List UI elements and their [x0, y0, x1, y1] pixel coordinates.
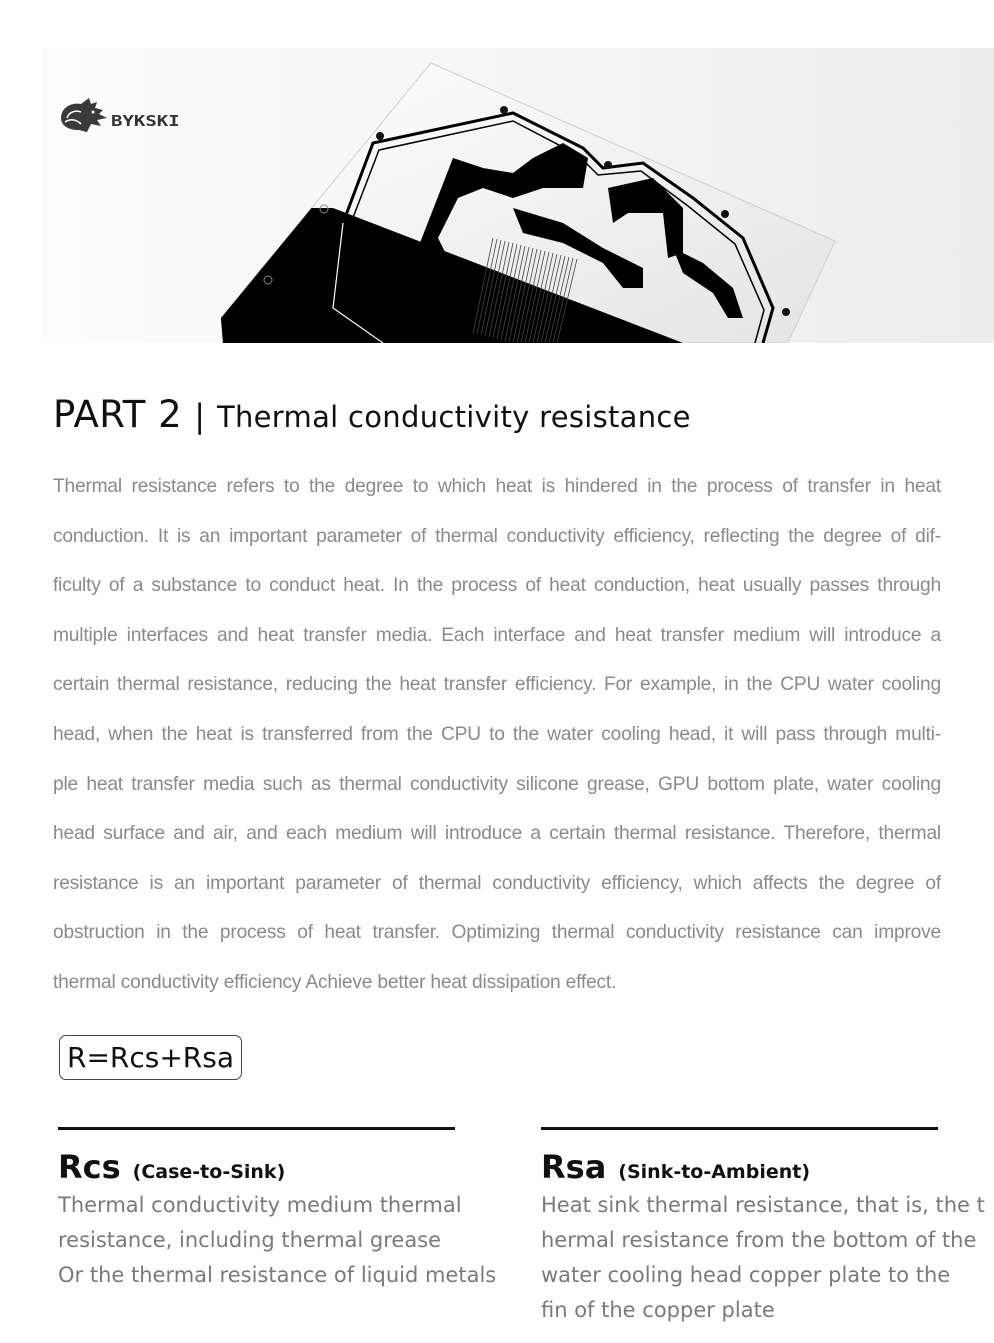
- column-divider: [58, 1127, 455, 1130]
- description-line: Thermal conductivity medium thermal: [58, 1193, 462, 1217]
- rcs-subtitle: (Case-to-Sink): [132, 1161, 286, 1183]
- rcs-description: [58, 1188, 497, 1293]
- title-separator: |: [194, 397, 205, 435]
- water-block-plate-image: [43, 48, 994, 343]
- paragraph-line: thermal conductivity efficiency Achieve better heat dissipation effect.: [53, 971, 617, 993]
- description-line: water cooling head copper plate to the: [541, 1263, 951, 1287]
- section-heading: Thermal conductivity resistance: [216, 400, 691, 434]
- column-heading: [58, 1148, 455, 1186]
- description-line: Heat sink thermal resistance, that is, the t: [541, 1193, 985, 1217]
- rsa-description: [541, 1188, 985, 1328]
- paragraph-line: Thermal resistance refers to the degree to which heat is hindered in the process of transfer in heat: [53, 476, 941, 497]
- body-paragraph: [53, 462, 941, 1008]
- hero-banner: [43, 48, 994, 343]
- paragraph-line: obstruction in the process of heat transfer. Optimizing thermal conductivity resistance can improve: [53, 922, 941, 944]
- brand-wordmark: BYKSKI: [111, 112, 180, 130]
- rcs-symbol: Rcs: [58, 1148, 121, 1186]
- paragraph-line: conduction. It is an important parameter of thermal conductivity efficiency, reflecting the degree of dif-: [53, 525, 941, 547]
- dragon-head-icon: [57, 96, 109, 136]
- paragraph-line: ple heat transfer media such as thermal conductivity silicone grease, GPU bottom plate, water cooling: [53, 773, 941, 795]
- section-title: [53, 393, 691, 436]
- rsa-symbol: Rsa: [541, 1148, 607, 1186]
- description-line: resistance, including thermal grease: [58, 1228, 442, 1252]
- paragraph-line: ficulty of a substance to conduct heat. In the process of heat conduction, heat usually passes through: [53, 575, 941, 597]
- paragraph-line: head surface and air, and each medium will introduce a certain thermal resistance. Therefore, thermal: [53, 823, 941, 845]
- paragraph-line: multiple interfaces and heat transfer media. Each interface and heat transfer medium will introduce a: [53, 624, 941, 646]
- brand-logo: [57, 96, 180, 136]
- description-line: fin of the copper plate: [541, 1298, 775, 1322]
- rsa-column: [541, 1127, 985, 1328]
- paragraph-line: resistance is an important parameter of thermal conductivity efficiency, which affects the degree of: [53, 872, 941, 894]
- description-line: hermal resistance from the bottom of the: [541, 1228, 977, 1252]
- rsa-subtitle: (Sink-to-Ambient): [618, 1161, 811, 1183]
- column-heading: [541, 1148, 938, 1186]
- paragraph-line: head, when the heat is transferred from the CPU to the water cooling head, it will pass through multi-: [53, 723, 941, 745]
- rcs-column: [58, 1127, 497, 1293]
- description-line: Or the thermal resistance of liquid metals: [58, 1263, 497, 1287]
- formula-box: R=Rcs+Rsa: [59, 1035, 242, 1080]
- paragraph-line: certain thermal resistance, reducing the heat transfer efficiency. For example, in the CPU water cooling: [53, 674, 941, 696]
- column-divider: [541, 1127, 938, 1130]
- part-label: PART 2: [53, 393, 183, 436]
